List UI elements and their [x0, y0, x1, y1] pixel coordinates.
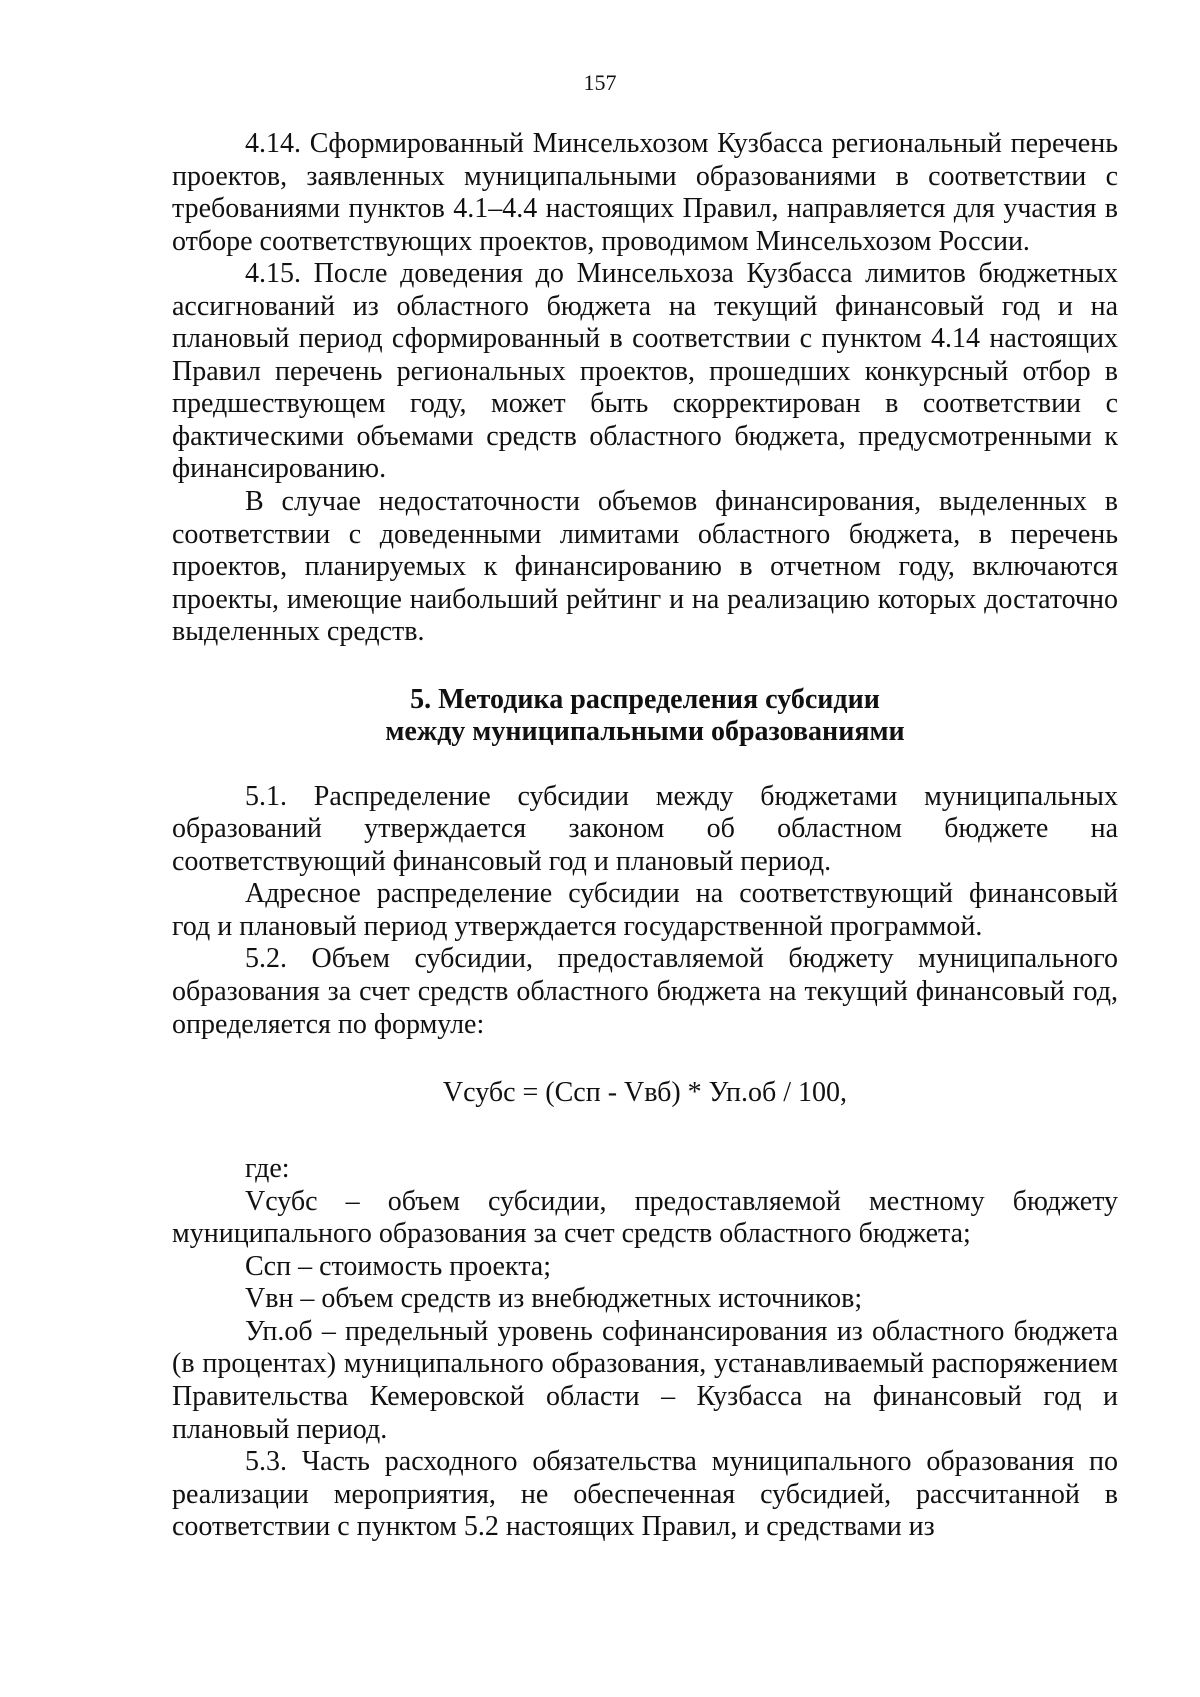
paragraph-4-15: 4.15. После доведения до Минсельхоза Кузбасса лимитов бюджетных ассигнований из областного бюджета на текущий финансовый год и на плановый период сформированный в соответствии с пунктом 4.14 настоящих Правил перечень региональных проектов, прошедших конкурсный отбор в предшествующем году, может быть скорректирован в соответствии с фактическими объемами средств областного бюджета, предусмотренными к финансированию. [172, 258, 1118, 485]
section-heading-line-2: между муниципальными образованиями [385, 715, 905, 747]
paragraph-5-1: 5.1. Распределение субсидии между бюджетами муниципальных образований утверждается законом об областном бюджете на соответствующий финансовый год и плановый период. [172, 780, 1118, 877]
definition-csp: Cсп – стоимость проекта; [245, 1250, 551, 1282]
paragraph-4-14: 4.14. Сформированный Минсельхозом Кузбасса региональный перечень проектов, заявленных муниципальными образованиями в соответствии с требованиями пунктов 4.1–4.4 настоящих Правил, направляется для участия в отборе соответствующих проектов, проводимом Минсельхозом России. [172, 128, 1118, 257]
definition-vsubs: Vсубс – объем субсидии, предоставляемой местному бюджету муниципального образования за счет средств областного бюджета; [172, 1185, 1118, 1250]
paragraph-insufficient-funding: В случае недостаточности объемов финансирования, выделенных в соответствии с доведенными лимитами областного бюджета, в перечень проектов, планируемых к финансированию в отчетном году, включаются проекты, имеющие наибольший рейтинг и на реализацию которых достаточно выделенных средств. [172, 486, 1118, 648]
spacer [172, 1109, 1118, 1153]
paragraph-5-2: 5.2. Объем субсидии, предоставляемой бюджету муниципального образования за счет средств областного бюджета на текущий финансовый год, определяется по формуле: [172, 943, 1118, 1040]
paragraph-address-distribution: Адресное распределение субсидии на соответствующий финансовый год и плановый период утверждается государственной программой. [172, 878, 1118, 942]
page-content [172, 128, 1118, 1544]
paragraph-5-3: 5.3. Часть расходного обязательства муниципального образования по реализации мероприятия, не обеспеченная субсидией, рассчитанной в соответствии с пунктом 5.2 настоящих Правил, и средствами из [172, 1446, 1118, 1543]
page-number: 157 [583, 70, 617, 95]
definition-vvn: Vвн – объем средств из внебюджетных источников; [245, 1283, 863, 1315]
spacer [172, 748, 1118, 781]
paragraph-where: где: [245, 1153, 290, 1185]
section-heading-line-1: 5. Методика распределения субсидии [410, 683, 880, 715]
spacer [172, 649, 1118, 684]
subsidy-formula: Vсубс = (Cсп - Vвб) * Уп.об / 100, [442, 1077, 848, 1109]
definition-up-ob: Уп.об – предельный уровень софинансирования из областного бюджета (в процентах) муниципального образования, устанавливаемый распоряжением Правительства Кемеровской области – Кузбасса на финансовый год и плановый период. [172, 1315, 1118, 1445]
spacer [172, 1041, 1118, 1077]
